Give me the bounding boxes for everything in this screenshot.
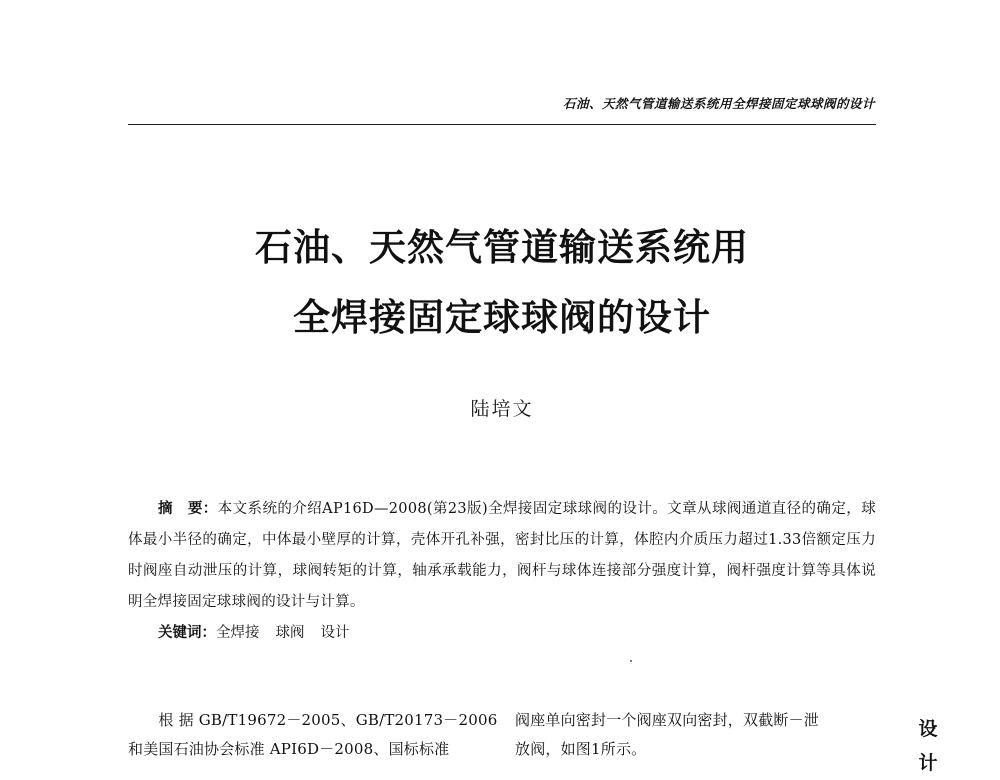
body-left-column — [128, 706, 498, 764]
section-side-tab — [912, 712, 944, 780]
body-right-column — [515, 706, 877, 764]
scan-speck — [630, 660, 632, 662]
title-line-2: 全焊接固定球球阀的设计 — [293, 295, 711, 339]
keyword: 全焊接 — [216, 625, 260, 641]
body-right-line-1: 阀座单向密封一个阀座双向密封，双截断－泄 — [515, 711, 820, 729]
body-left-line-2: 和美国石油协会标准 API6D－2008、国标标准 — [128, 740, 450, 758]
keywords-label: 关键词： — [158, 624, 216, 641]
side-tab-char-1: 设 — [918, 718, 938, 740]
abstract-text: 本文系统的介绍AP16D—2008(第23版)全焊接固定球球阀的设计。文章从球阀通道直径的确定，球体最小半径的确定，中体最小壁厚的计算，壳体开孔补强，密封比压的计算，体腔内介质压力超过1.33倍额定压力时阀座自动泄压的计算，球阀转矩的计算，轴承承载能力，阀杆与球体连接部分强度计算，阀杆强度计算等具体说明全焊接固定球球阀的设计与计算。 — [128, 501, 876, 610]
author: 陆培文 — [470, 398, 534, 420]
keyword: 球阀 — [275, 625, 305, 641]
body-left-line-1: 根 据 GB/T19672－2005、GB/T20173－2006 — [128, 711, 498, 729]
title-line-1: 石油、天然气管道输送系统用 — [255, 225, 749, 269]
abstract — [128, 493, 876, 618]
header-rule — [128, 124, 876, 125]
keywords — [158, 621, 858, 645]
running-header: 石油、天然气管道输送系统用全焊接固定球球阀的设计 — [562, 96, 875, 111]
keyword: 设计 — [320, 625, 350, 641]
article-title — [128, 212, 876, 352]
body-right-line-2: 放阀，如图1所示。 — [515, 740, 647, 758]
side-tab-char-2: 计 — [918, 752, 938, 774]
abstract-label: 摘 要： — [158, 500, 218, 517]
